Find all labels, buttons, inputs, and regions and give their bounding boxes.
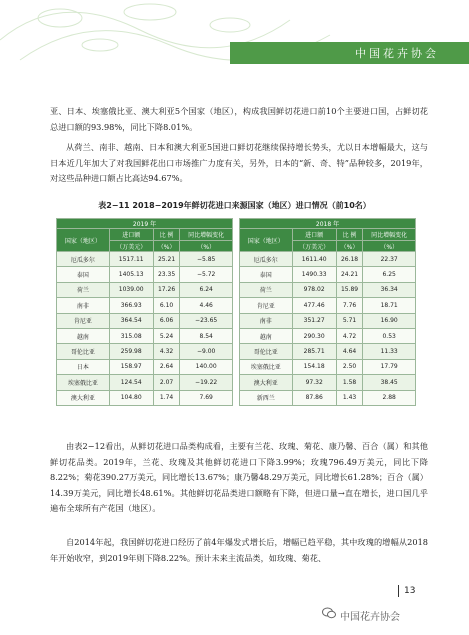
cell: 285.71 bbox=[292, 344, 336, 359]
cell: 22.37 bbox=[363, 252, 416, 267]
paragraph-text: 亚、日本、埃塞俄比亚、澳大利亚5个国家（地区），构成我国鲜切花进口前10个主要进口国，占鲜切花总进口额的93.98%，同比下降8.01%。 bbox=[50, 106, 428, 132]
cell: 5.24 bbox=[153, 328, 180, 343]
cell: 97.32 bbox=[292, 375, 336, 390]
cell: 6.24 bbox=[180, 282, 233, 297]
table-row bbox=[57, 344, 416, 359]
table-row bbox=[57, 359, 416, 374]
cell: 澳大利亚 bbox=[57, 390, 110, 405]
col-share-unit: （%） bbox=[153, 241, 180, 252]
year-2018-header: 2018 年 bbox=[239, 219, 415, 229]
cell: 南非 bbox=[57, 298, 110, 313]
cell: 哥伦比亚 bbox=[57, 344, 110, 359]
cell: 荷兰 bbox=[57, 282, 110, 297]
cell: 1405.13 bbox=[109, 267, 153, 282]
cell: 978.02 bbox=[292, 282, 336, 297]
cell: 越南 bbox=[239, 328, 292, 343]
cell: 肯尼亚 bbox=[57, 313, 110, 328]
table-row bbox=[57, 252, 416, 267]
cell: 15.89 bbox=[336, 282, 363, 297]
table-row bbox=[57, 298, 416, 313]
col-import: 进口额 bbox=[109, 229, 153, 241]
cell: 0.53 bbox=[363, 328, 416, 343]
paragraph-1 bbox=[50, 104, 428, 135]
cell: 南非 bbox=[239, 313, 292, 328]
cell: 越南 bbox=[57, 328, 110, 343]
import-source-table bbox=[56, 218, 416, 406]
cell: 1490.33 bbox=[292, 267, 336, 282]
cell: 埃塞俄比亚 bbox=[57, 375, 110, 390]
cell: 新西兰 bbox=[239, 390, 292, 405]
cell: 1039.00 bbox=[109, 282, 153, 297]
cell: 26.18 bbox=[336, 252, 363, 267]
cell: 87.86 bbox=[292, 390, 336, 405]
cell: 8.54 bbox=[180, 328, 233, 343]
cell: 158.97 bbox=[109, 359, 153, 374]
cell: 厄瓜多尔 bbox=[57, 252, 110, 267]
col-country: 国家（地区） bbox=[57, 229, 110, 252]
cell: 364.54 bbox=[109, 313, 153, 328]
cell: 5.71 bbox=[336, 313, 363, 328]
cell: −23.65 bbox=[180, 313, 233, 328]
cell: 2.64 bbox=[153, 359, 180, 374]
cell: 351.27 bbox=[292, 313, 336, 328]
cell: 25.21 bbox=[153, 252, 180, 267]
watermark-text: 中国花卉协会 bbox=[340, 612, 400, 623]
cell: 16.90 bbox=[363, 313, 416, 328]
year-2019-header: 2019 年 bbox=[57, 219, 233, 229]
header-org-name: 中国花卉协会 bbox=[355, 47, 439, 60]
col-change: 同比增幅变化 bbox=[363, 229, 416, 241]
page-number: 13 bbox=[404, 586, 416, 596]
col-change-unit: （%） bbox=[363, 241, 416, 252]
cell: 17.26 bbox=[153, 282, 180, 297]
cell: 4.46 bbox=[180, 298, 233, 313]
table-row bbox=[57, 328, 416, 343]
cell: 6.06 bbox=[153, 313, 180, 328]
cell: 2.88 bbox=[363, 390, 416, 405]
cell: 366.93 bbox=[109, 298, 153, 313]
paragraph-text: 从荷兰、南非、越南、日本和澳大利亚5国进口鲜切花继续保持增长势头，尤以日本增幅最大，这与日本近几年加大了对我国鲜花出口市场推广力度有关，另外，日本的“新、奇、特”品种较多，2019年，对这些品种进口额占比高达94.67%。 bbox=[50, 142, 428, 183]
table-row bbox=[57, 390, 416, 405]
cell: 4.32 bbox=[153, 344, 180, 359]
col-import: 进口额 bbox=[292, 229, 336, 241]
cell: 泰国 bbox=[57, 267, 110, 282]
table-row bbox=[57, 313, 416, 328]
cell: 埃塞俄比亚 bbox=[239, 359, 292, 374]
cell: −5.72 bbox=[180, 267, 233, 282]
cell: 1.74 bbox=[153, 390, 180, 405]
cell: 6.25 bbox=[363, 267, 416, 282]
cell: −5.85 bbox=[180, 252, 233, 267]
cell: 259.98 bbox=[109, 344, 153, 359]
cell: 1.43 bbox=[336, 390, 363, 405]
cell: 厄瓜多尔 bbox=[239, 252, 292, 267]
cell: 7.69 bbox=[180, 390, 233, 405]
cell: 477.46 bbox=[292, 298, 336, 313]
col-change: 同比增幅变化 bbox=[180, 229, 233, 241]
cell: 澳大利亚 bbox=[239, 375, 292, 390]
cell: 24.21 bbox=[336, 267, 363, 282]
page-number-rule bbox=[398, 585, 399, 597]
cell: 荷兰 bbox=[239, 282, 292, 297]
cell: 38.45 bbox=[363, 375, 416, 390]
table-row bbox=[57, 282, 416, 297]
cell: 4.72 bbox=[336, 328, 363, 343]
cell: 泰国 bbox=[239, 267, 292, 282]
col-share: 比 例 bbox=[336, 229, 363, 241]
cell: 124.54 bbox=[109, 375, 153, 390]
paragraph-3 bbox=[50, 439, 428, 517]
cell: 11.33 bbox=[363, 344, 416, 359]
paragraph-2 bbox=[50, 140, 428, 187]
table-row bbox=[57, 375, 416, 390]
cell: 6.10 bbox=[153, 298, 180, 313]
col-share-unit: （%） bbox=[336, 241, 363, 252]
top-decoration bbox=[0, 0, 469, 70]
cell: 154.18 bbox=[292, 359, 336, 374]
table-row bbox=[57, 267, 416, 282]
cell: 1517.11 bbox=[109, 252, 153, 267]
col-import-unit: （万美元） bbox=[109, 241, 153, 252]
cell: 23.35 bbox=[153, 267, 180, 282]
cell: −9.00 bbox=[180, 344, 233, 359]
table-title: 表2−11 2018−2019年鲜切花进口来源国家（地区）进口情况（前10名） bbox=[98, 201, 371, 210]
cell: 肯尼亚 bbox=[239, 298, 292, 313]
cell: 日本 bbox=[57, 359, 110, 374]
cell: 17.79 bbox=[363, 359, 416, 374]
col-change-unit: （%） bbox=[180, 241, 233, 252]
col-import-unit: （万美元） bbox=[292, 241, 336, 252]
col-share: 比 例 bbox=[153, 229, 180, 241]
cell: 290.30 bbox=[292, 328, 336, 343]
cell: 7.76 bbox=[336, 298, 363, 313]
cell: 36.34 bbox=[363, 282, 416, 297]
cell: 1611.40 bbox=[292, 252, 336, 267]
col-country: 国家（地区） bbox=[239, 229, 292, 252]
cell: 104.80 bbox=[109, 390, 153, 405]
cell: 哥伦比亚 bbox=[239, 344, 292, 359]
cell: 2.50 bbox=[336, 359, 363, 374]
cell: 4.64 bbox=[336, 344, 363, 359]
paragraph-4 bbox=[50, 535, 428, 566]
cell: 140.00 bbox=[180, 359, 233, 374]
paragraph-text: 自2014年起，我国鲜切花进口经历了前4年爆发式增长后，增幅已趋平稳，其中玫瑰的增幅从2018年开始收窄，到2019年则下降8.22%。预计未来主流品类，如玫瑰、菊花、 bbox=[50, 537, 428, 563]
cell: −19.22 bbox=[180, 375, 233, 390]
cell: 1.58 bbox=[336, 375, 363, 390]
cell: 18.71 bbox=[363, 298, 416, 313]
cell: 2.07 bbox=[153, 375, 180, 390]
wechat-icon bbox=[322, 607, 336, 619]
paragraph-text: 由表2−12看出，从鲜切花进口品类构成看，主要有兰花、玫瑰、菊花、康乃馨、百合（属）和其他鲜切花品类。2019年，兰花、玫瑰及其他鲜切花进口下降3.99%；玫瑰796.49万美元，同比下降8.22%；菊花390.27万美元，同比增长13.67%；康乃馨48.29万美元，同比增长61.28%；百合（属）14.39万美元，同比增长48.61%。其他鲜切花品类进口额略有下降，但进口量→直在增长，进口国几乎遍布全球所有产花国（地区）。 bbox=[50, 441, 428, 513]
cell: 315.08 bbox=[109, 328, 153, 343]
